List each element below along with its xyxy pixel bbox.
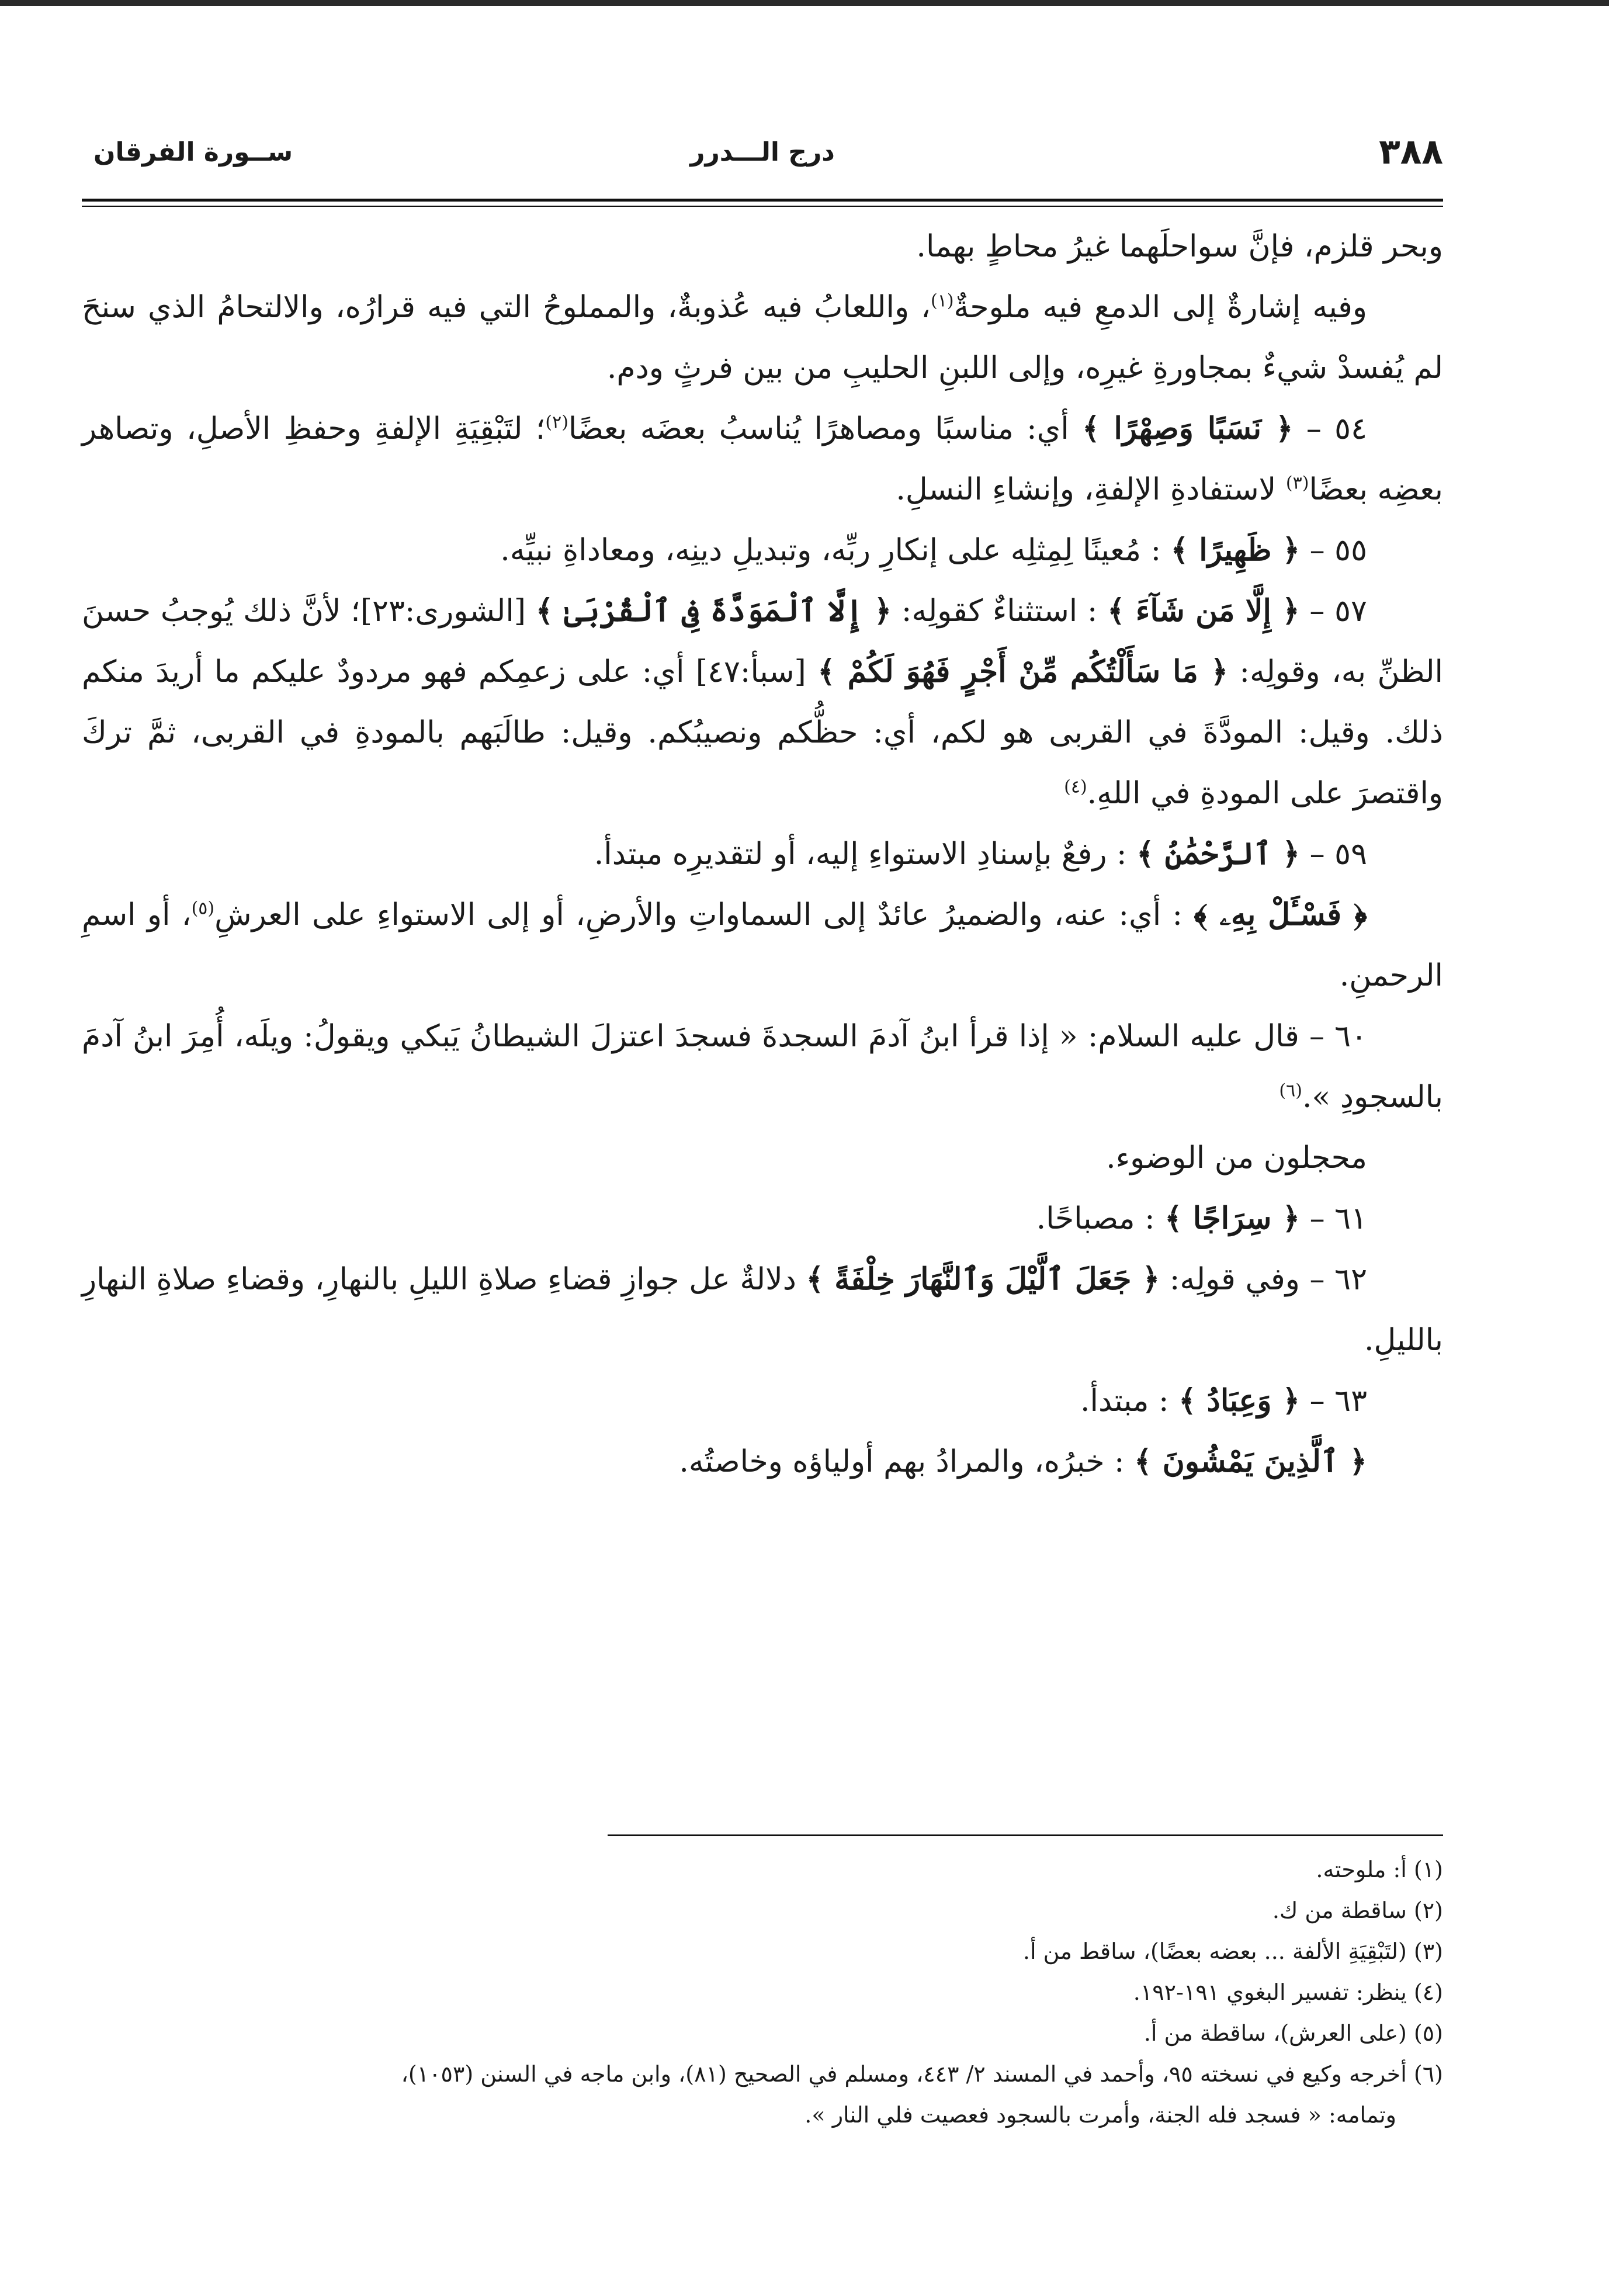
quran-quote: ﴿ جَعَلَ ٱلَّيْلَ وَٱلنَّهَارَ خِلْفَةً ﴾ [806,1261,1160,1297]
text: ، أو اسمِ الرحمنِ. [82,897,1443,993]
footnote-continuation: وتمامه: « فسجد فله الجنة، وأمرت بالسجود فعصيت فلي النار ». [804,2102,1396,2128]
quran-quote: ﴿ سِرَاجًا ﴾ [1164,1201,1301,1236]
book-title: درج الـــدرر [690,137,835,167]
verse-number: ٥٥ – [1300,533,1367,568]
paragraph [82,398,1443,520]
verse-number: ٦٣ – [1300,1383,1367,1418]
text: : أي: عنه، والضميرُ عائدٌ إلى السماواتِ والأرضِ، أو إلى الاستواءِ على العرشِ [214,897,1194,932]
footnote: (١) أ: ملوحته. [1316,1857,1443,1882]
verse-number: ٥٩ – [1300,837,1367,872]
text: ؛ لتَبْقِيَةِ الإلفةِ وحفظِ الأصلِ، وتصاهر بعضِه بعضًا [82,411,1443,507]
verse-number: ٦٢ – [1299,1262,1367,1297]
quran-quote: ﴿ ٱلرَّحْمَٰنُ ﴾ [1136,836,1301,872]
paragraph [82,520,1443,581]
quran-quote: ﴿ وَعِبَادُ ﴾ [1178,1383,1301,1418]
paragraph [82,1249,1443,1371]
paragraph [82,1128,1443,1188]
footnotes [82,1849,1443,2135]
text: [الشورى:٢٣]؛ لأنَّ ذلك يُوجبُ حسنَ الظنِّ به، وقولِه: [82,594,1444,689]
text: : مصباحًا. [1036,1201,1165,1236]
text: دلالةٌ عل جوازِ قضاءِ صلاةِ الليلِ بالنهارِ، وقضاءِ صلاةِ النهارِ بالليلِ. [82,1262,1443,1358]
paragraph [82,885,1443,1006]
footnote: (٣) (لتَبْقِيَةِ الألفة ... بعضه بعضًا)، ساقط من أ. [1022,1938,1443,1964]
text: وفيه إشارةٌ إلى الدمعِ فيه ملوحةٌ [953,290,1367,325]
footnote: (٦) أخرجه وكيع في نسخته ٩٥، وأحمد في المسند ٢/ ٤٤٣، ومسلم في الصحيح (٨١)، وابن ماجه في السنن (١٠٥٣)، [401,2061,1443,2087]
header-rule-thin [82,206,1443,207]
footnote-separator [608,1834,1443,1836]
page-header [82,131,1443,196]
text: ، واللعابُ فيه عُذوبةٌ، والمملوحُ التي فيه قرارُه، والالتحامُ الذي سنحَ لم يُفسدْ شيءٌ بمجاورةِ غيرِه، وإلى اللبنِ الحليبِ من بين فرثٍ ودم. [82,290,1443,386]
text: محجلون من الوضوء. [1106,1140,1367,1175]
verse-number: ٦٠ – [1299,1019,1367,1054]
footnote: (٢) ساقطة من ك. [1272,1898,1443,1923]
scan-edge [0,0,1609,6]
verse-number: ٥٤ – [1293,411,1367,446]
footnote-ref: (٥) [191,898,215,919]
text: أي: مناسبًا ومصاهرًا يُناسبُ بعضَه بعضًا [568,411,1083,446]
verse-number: ٥٧ – [1299,594,1367,629]
quran-quote: ﴿ فَسْـَٔلْ بِهِۦ ﴾ [1194,897,1368,932]
hadith-quote: قال عليه السلام: « إذا قرأ ابنُ آدمَ السجدةَ فسجدَ اعتزلَ الشيطانُ يَبكي ويقولُ: ويلَه، أُمِرَ ابنُ آدمَ بالسجودِ ». [82,1019,1443,1115]
quran-quote: ﴿ ٱلَّذِينَ يَمْشُونَ ﴾ [1134,1444,1367,1479]
footnote: (٤) ينظر: تفسير البغوي ١٩١-١٩٢. [1133,1979,1443,2005]
quran-quote: ﴿ إِلَّا مَن شَآءَ ﴾ [1107,593,1300,629]
quran-quote: ﴿ إِلَّا ٱلْمَوَدَّةَ فِى ٱلْقُرْبَىٰ ﴾ [535,593,892,629]
text: لاستفادةِ الإلفةِ، وإنشاءِ النسلِ. [896,472,1286,507]
paragraph [82,216,1443,277]
footnote-ref: (٢) [545,412,568,433]
header-rule-thick [82,199,1443,202]
paragraph [82,277,1443,398]
paragraph [82,824,1443,885]
paragraph [82,1431,1443,1492]
text: : مبتدأ. [1080,1383,1179,1418]
paragraph [82,1006,1443,1128]
paragraph [82,1188,1443,1249]
footnote-ref: (٤) [1064,776,1087,797]
footnote-ref: (١) [930,290,954,311]
text: وبحر قلزم، فإنَّ سواحلَهما غيرُ محاطٍ بهما. [916,229,1443,264]
text: : خبرُه، والمرادُ بهم أولياؤه وخاصتُه. [679,1444,1135,1479]
surah-title: ســورة الفرقان [93,137,293,167]
paragraph [82,581,1443,824]
text: : رفعٌ بإسنادِ الاستواءِ إليه، أو لتقديرِه مبتدأ. [594,837,1137,872]
quran-quote: ﴿ نَسَبًا وَصِهْرًا ﴾ [1082,411,1294,446]
text: [سبأ:٤٧] أي: على زعمِكم فهو مردودٌ عليكم ما أريدَ منكم ذلك. وقيل: المودَّةَ في القربى هو لكم، أي: حظُّكم ونصيبُكم. وقيل: طالَبَهم بالمودةِ في القربى، ثمَّ تركَ واقتصرَ على المودةِ في اللهِ. [82,654,1443,811]
text: وفي قولِه: [1160,1262,1300,1297]
footnote: (٥) (على العرش)، ساقطة من أ. [1143,2020,1443,2046]
verse-number: ٦١ – [1300,1201,1367,1236]
page-number: ٣٨٨ [1379,131,1443,172]
text: : مُعينًا لِمِثلِه على إنكارِ ربِّه، وتبديلِ دينِه، ومعاداةِ نبيِّه. [500,533,1171,568]
text: : استثناءٌ كقولِه: [892,594,1108,629]
footnote-ref: (٦) [1279,1080,1302,1101]
main-text [82,216,1443,1492]
quran-quote: ﴿ ظَهِيرًا ﴾ [1170,532,1301,568]
footnote-ref: (٣) [1285,473,1309,494]
quran-quote: ﴿ مَا سَأَلْتُكُم مِّنْ أَجْرٍ فَهُوَ لَكُمْ ﴾ [817,654,1229,689]
paragraph [82,1371,1443,1431]
